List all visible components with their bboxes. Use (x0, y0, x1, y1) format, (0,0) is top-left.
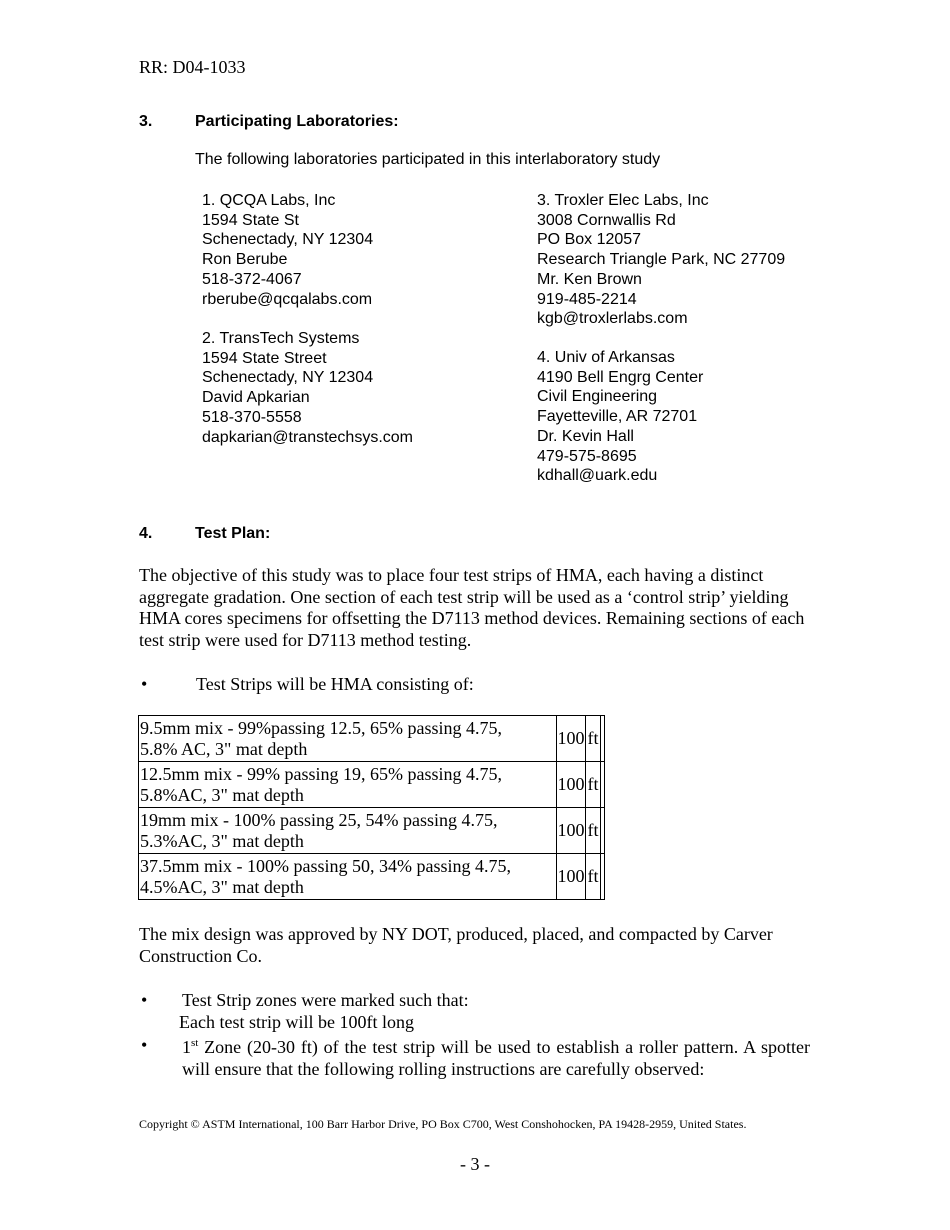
lab-4-phone: 479-575-8695 (537, 447, 637, 465)
strip-length-unit: ft (586, 716, 601, 762)
lab-3-contact: Mr. Ken Brown (537, 270, 642, 288)
labs-intro-text: The following laboratories participated in this interlaboratory study (195, 151, 661, 168)
lab-2-city: Schenectady, NY 12304 (202, 369, 374, 387)
test-strips-table (138, 715, 605, 900)
strip-description: 9.5mm mix - 99%passing 12.5, 65% passing 4.75, 5.8% AC, 3" mat depth (139, 716, 557, 762)
lab-4-contact: Dr. Kevin Hall (537, 427, 634, 445)
strip-length: 100 (557, 762, 586, 808)
lab-1-contact: Ron Berube (202, 251, 288, 269)
page-number: - 3 - (460, 1154, 490, 1174)
table-spacer-cell (601, 716, 605, 762)
zones-bullet-text: Test Strip zones were marked such that: (182, 990, 469, 1010)
section-4-title: Test Plan: (195, 525, 271, 542)
strip-length-unit: ft (586, 762, 601, 808)
section-4-number: 4. (139, 525, 153, 542)
copyright-notice: Copyright © ASTM International, 100 Barr Harbor Drive, PO Box C700, West Conshohocken, PA 19428-2959, United States. (139, 1117, 747, 1131)
section-3-title: Participating Laboratories: (195, 113, 399, 130)
zones-sub-text: Each test strip will be 100ft long (179, 1012, 414, 1032)
table-spacer-cell (601, 854, 605, 900)
lab-3-email: kgb@troxlerlabs.com (537, 310, 688, 328)
table-row (139, 854, 605, 900)
lab-4-address: 4190 Bell Engrg Center (537, 368, 704, 386)
strip-length: 100 (557, 808, 586, 854)
bullet-marker: • (141, 1035, 148, 1055)
lab-entry-4 (537, 348, 703, 486)
lab-entry-3 (537, 191, 785, 329)
lab-4-email: kdhall@uark.edu (537, 467, 658, 485)
zone-1-bullet-text: 1st Zone (20-30 ft) of the test strip will be used to establish a roller pattern. A spotter will ensure that the following rolling instructions are carefully observed: (182, 1037, 810, 1079)
lab-3-address: 3008 Cornwallis Rd (537, 211, 676, 229)
lab-1-city: Schenectady, NY 12304 (202, 231, 374, 249)
lab-2-email: dapkarian@transtechsys.com (202, 428, 413, 446)
section-3-number: 3. (139, 113, 153, 130)
lab-4-city: Fayetteville, AR 72701 (537, 408, 698, 426)
strip-length-unit: ft (586, 854, 601, 900)
lab-2-phone: 518-370-5558 (202, 408, 302, 426)
lab-entry-1 (202, 191, 373, 309)
strip-description: 37.5mm mix - 100% passing 50, 34% passing 4.75, 4.5%AC, 3" mat depth (139, 854, 557, 900)
lab-2-address: 1594 State Street (202, 349, 327, 367)
strip-length-unit: ft (586, 808, 601, 854)
table-row (139, 762, 605, 808)
bullet-marker: • (141, 674, 148, 694)
bullet-marker: • (141, 990, 148, 1010)
report-reference: RR: D04-1033 (139, 57, 246, 77)
lab-entry-2 (202, 329, 413, 447)
lab-1-email: rberube@qcqalabs.com (202, 290, 373, 308)
lab-4-department: Civil Engineering (537, 388, 658, 406)
lab-3-name: 3. Troxler Elec Labs, Inc (537, 192, 709, 209)
lab-3-phone: 919-485-2214 (537, 290, 637, 308)
test-strips-bullet-text: Test Strips will be HMA consisting of: (196, 674, 474, 694)
strip-length: 100 (557, 716, 586, 762)
lab-1-name: 1. QCQA Labs, Inc (202, 192, 336, 209)
strip-description: 19mm mix - 100% passing 25, 54% passing 4.75, 5.3%AC, 3" mat depth (139, 808, 557, 854)
table-row (139, 716, 605, 762)
lab-3-po-box: PO Box 12057 (537, 231, 642, 249)
lab-2-contact: David Apkarian (202, 389, 310, 407)
lab-3-city: Research Triangle Park, NC 27709 (537, 251, 786, 269)
table-row (139, 808, 605, 854)
lab-4-name: 4. Univ of Arkansas (537, 349, 675, 366)
table-spacer-cell (601, 762, 605, 808)
table-spacer-cell (601, 808, 605, 854)
strip-description: 12.5mm mix - 99% passing 19, 65% passing 4.75, 5.8%AC, 3" mat depth (139, 762, 557, 808)
strip-length: 100 (557, 854, 586, 900)
lab-1-address: 1594 State St (202, 211, 299, 229)
lab-2-name: 2. TransTech Systems (202, 330, 360, 347)
lab-1-phone: 518-372-4067 (202, 270, 302, 288)
mix-design-paragraph: The mix design was approved by NY DOT, produced, placed, and compacted by Carver Construction Co. (139, 924, 773, 966)
test-plan-paragraph: The objective of this study was to place four test strips of HMA, each having a distinct aggregate gradation. One section of each test strip will be used as a ‘control strip’ yielding HMA cores specimens for offsetting the D7113 method devices. Remaining sections of each test strip were used for D7113 method testing. (139, 565, 805, 650)
